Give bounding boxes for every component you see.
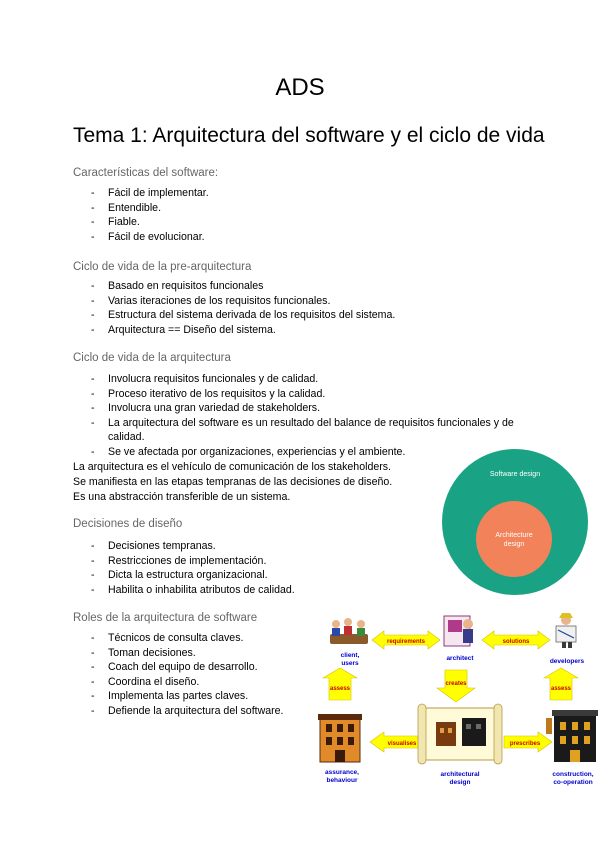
list-item: - Toman decisiones. — [91, 646, 284, 661]
list-item: - Decisiones tempranas. — [91, 539, 295, 554]
paragraph: Es una abstracción transferible de un sistema. — [73, 491, 291, 503]
architect-label: architect — [446, 655, 474, 662]
architecture-design-diagram — [435, 448, 595, 596]
solutions-label: solutions — [502, 639, 530, 645]
section-heading-roles: Roles de la arquitectura de software — [73, 612, 258, 624]
document-title: ADS — [275, 74, 325, 101]
section-heading-ciclo-arquitectura: Ciclo de vida de la arquitectura — [73, 352, 231, 364]
paragraph: Se manifiesta en las etapas tempranas de las decisiones de diseño. — [73, 476, 393, 488]
requirements-label: requirements — [386, 639, 426, 645]
list-item: - Involucra una gran variedad de stakeholders. — [91, 401, 531, 416]
client-label: client, — [340, 652, 360, 659]
assess-right-arrow — [544, 668, 578, 700]
assess-label: assess — [329, 686, 351, 692]
developers-label: developers — [549, 658, 585, 665]
behaviour-label: behaviour — [326, 777, 358, 784]
list-item: - Dicta la estructura organizacional. — [91, 568, 295, 583]
visualises-label: visualises — [387, 741, 417, 747]
architecture-design-circle — [476, 501, 552, 577]
design-label: design — [449, 779, 471, 786]
list-item: - Restricciones de implementación. — [91, 554, 295, 569]
architectural-label: architectural — [440, 771, 480, 778]
prescribes-label: prescribes — [509, 741, 541, 747]
list-item: - Arquitectura == Diseño del sistema. — [91, 323, 395, 338]
assurance-node — [318, 714, 362, 784]
list-item: - Fácil de evolucionar. — [91, 230, 209, 245]
list-item: - Basado en requisitos funcionales — [91, 279, 395, 294]
list-decisiones — [91, 539, 295, 597]
creates-label: creates — [445, 681, 467, 687]
section-heading-caracteristicas: Características del software: — [73, 167, 219, 179]
creates-arrow — [437, 670, 475, 702]
assurance-label: assurance, — [325, 769, 359, 776]
list-item: - Estructura del sistema derivada de los requisitos del sistema. — [91, 308, 395, 323]
list-item: - Habilita o inhabilita atributos de calidad. — [91, 583, 295, 598]
roles-diagram — [318, 610, 600, 790]
list-item: - La arquitectura del software es un resultado del balance de requisitos funcionales y de calidad. — [91, 416, 531, 445]
requirements-arrow — [372, 631, 440, 649]
client-users-node — [330, 618, 368, 667]
construction-node — [546, 710, 598, 786]
developer-icon — [556, 613, 576, 648]
architect-node — [444, 616, 474, 662]
list-caracteristicas — [91, 186, 209, 244]
users-label: users — [341, 660, 359, 667]
list-item: - Implementa las partes claves. — [91, 689, 284, 704]
list-item: - Fácil de implementar. — [91, 186, 209, 201]
list-item: - Entendible. — [91, 201, 209, 216]
people-icon — [330, 618, 368, 644]
construction-label: construction, — [552, 771, 594, 778]
list-item: - Técnicos de consulta claves. — [91, 631, 284, 646]
architectural-design-node — [418, 704, 502, 786]
list-item: - Coach del equipo de desarrollo. — [91, 660, 284, 675]
list-item: - Involucra requisitos funcionales y de calidad. — [91, 372, 531, 387]
software-design-label: Software design — [489, 471, 541, 478]
list-item: - Varias iteraciones de los requisitos funcionales. — [91, 294, 395, 309]
solutions-arrow — [482, 631, 550, 649]
architect-icon — [444, 616, 473, 646]
list-roles — [91, 631, 284, 718]
blueprint-scroll-icon — [418, 704, 502, 764]
architecture-design-label: Architecture — [495, 532, 533, 539]
list-item: - Proceso iterativo de los requisitos y la calidad. — [91, 387, 531, 402]
paragraph: La arquitectura es el vehículo de comunicación de los stakeholders. — [73, 461, 391, 473]
list-item: - Coordina el diseño. — [91, 675, 284, 690]
building-icon — [318, 714, 362, 762]
architecture-design-label: design — [503, 541, 525, 548]
list-item: - Defiende la arquitectura del software. — [91, 704, 284, 719]
topic-title: Tema 1: Arquitectura del software y el ciclo de vida — [73, 124, 545, 147]
visualises-arrow — [370, 732, 418, 752]
list-ciclo-arquitectura — [91, 372, 531, 459]
assess-label: assess — [550, 686, 572, 692]
section-heading-pre-arquitectura: Ciclo de vida de la pre-arquitectura — [73, 261, 252, 273]
list-item: - Se ve afectada por organizaciones, experiencias y el ambiente. — [91, 445, 531, 460]
list-pre-arquitectura — [91, 279, 395, 337]
developers-node — [550, 613, 585, 665]
list-item: - Fiable. — [91, 215, 209, 230]
assess-left-arrow — [323, 668, 357, 700]
co-operation-label: co-operation — [553, 779, 593, 786]
building-icon — [546, 710, 598, 762]
prescribes-arrow — [504, 732, 552, 752]
section-heading-decisiones: Decisiones de diseño — [73, 518, 183, 530]
